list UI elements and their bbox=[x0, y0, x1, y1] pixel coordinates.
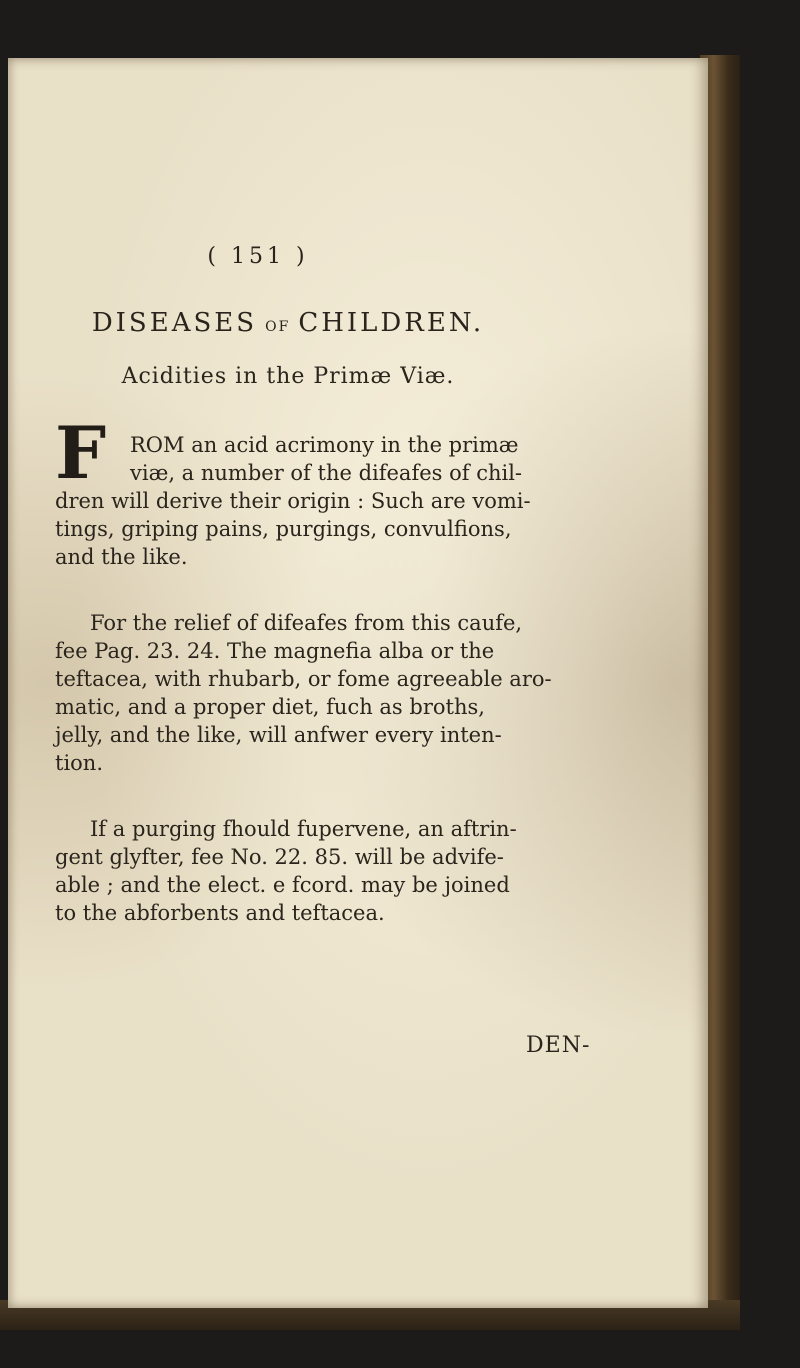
text-line: fee Pag. 23. 24. The magnefia alba or the bbox=[55, 639, 495, 663]
page-title bbox=[8, 308, 568, 338]
text-line: able ; and the elect. e fcord. may be joined bbox=[55, 873, 510, 897]
text-line: viæ, a number of the difeafes of chil- bbox=[130, 461, 523, 485]
text-line: to the abforbents and teftacea. bbox=[55, 901, 385, 925]
text-line: matic, and a proper diet, fuch as broths, bbox=[55, 695, 485, 719]
section-heading: Acidities in the Primæ Viæ. bbox=[121, 364, 455, 389]
text-line: tings, griping pains, purgings, convulfions, bbox=[55, 517, 512, 541]
book-page bbox=[8, 58, 708, 1308]
text-line: and the like. bbox=[55, 545, 188, 569]
text-line: dren will derive their origin : Such are vomi- bbox=[55, 489, 531, 513]
text-line: gent glyfter, fee No. 22. 85. will be advife- bbox=[55, 845, 504, 869]
title-diseases: DISEASES bbox=[91, 308, 258, 338]
text-line: If a purging fhould fupervene, an aftrin- bbox=[90, 817, 517, 841]
text-line: jelly, and the like, will anfwer every inten- bbox=[55, 723, 502, 747]
title-children: CHILDREN. bbox=[298, 308, 485, 338]
text-line: tion. bbox=[55, 751, 103, 775]
page-number: ( 151 ) bbox=[207, 244, 309, 269]
text-line: For the relief of difeafes from this caufe, bbox=[90, 611, 523, 635]
text-line: ROM an acid acrimony in the primæ bbox=[130, 433, 519, 457]
drop-cap: F bbox=[55, 410, 107, 495]
catchword: DEN- bbox=[526, 1033, 591, 1058]
text-line: teftacea, with rhubarb, or fome agreeable aro- bbox=[55, 667, 552, 691]
title-of: OF bbox=[265, 319, 291, 335]
